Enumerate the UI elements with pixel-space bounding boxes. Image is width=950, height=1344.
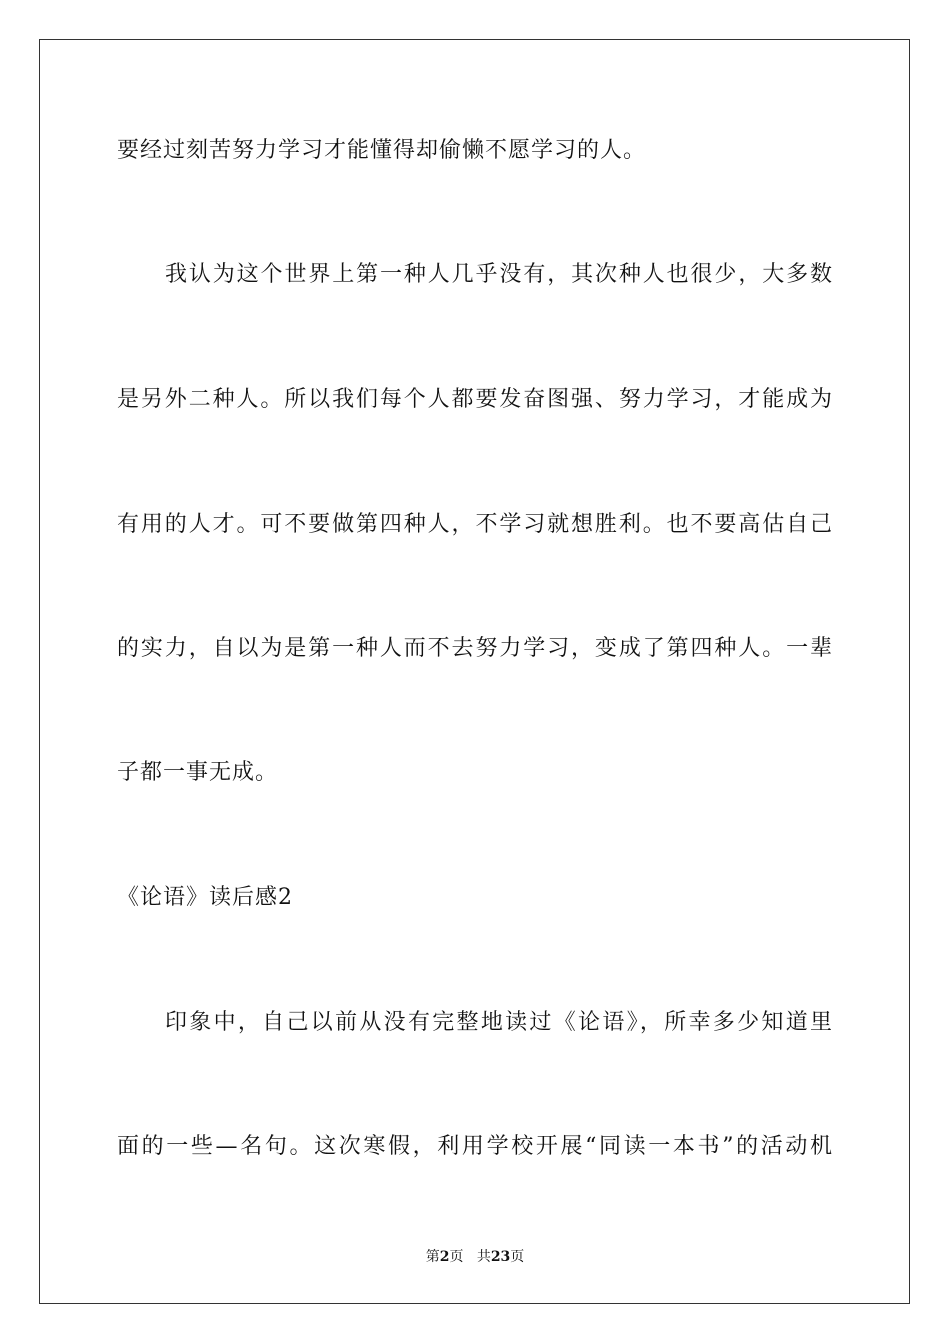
section-heading: 《论语》读后感2 — [117, 885, 293, 910]
paragraph-line: 面的一些—名句。这次寒假，利用学校开展“同读一本书”的活动机 — [117, 1134, 833, 1159]
paragraph-line: 的实力，自以为是第一种人而不去努力学习，变成了第四种人。一辈 — [117, 636, 833, 661]
total-pages: 23 — [490, 1249, 511, 1265]
paragraph-line: 子都一事无成。 — [117, 760, 279, 785]
total-suffix: 页 — [510, 1249, 525, 1265]
total-prefix: 共 — [476, 1249, 491, 1265]
page-prefix: 第 — [425, 1249, 440, 1265]
paragraph-line: 印象中，自己以前从没有完整地读过《论语》，所幸多少知道里 — [165, 1010, 833, 1035]
paragraph-line: 我认为这个世界上第一种人几乎没有，其次种人也很少，大多数 — [165, 262, 833, 287]
paragraph-line: 有用的人才。可不要做第四种人，不学习就想胜利。也不要高估自己 — [117, 512, 833, 537]
paragraph-line: 是另外二种人。所以我们每个人都要发奋图强、努力学习，才能成为 — [117, 387, 833, 412]
page-suffix: 页 — [449, 1249, 464, 1265]
page-footer — [0, 1247, 950, 1267]
page-border — [39, 39, 910, 1304]
page-current: 2 — [439, 1249, 450, 1265]
paragraph-line: 要经过刻苦努力学习才能懂得却偷懒不愿学习的人。 — [117, 138, 647, 163]
